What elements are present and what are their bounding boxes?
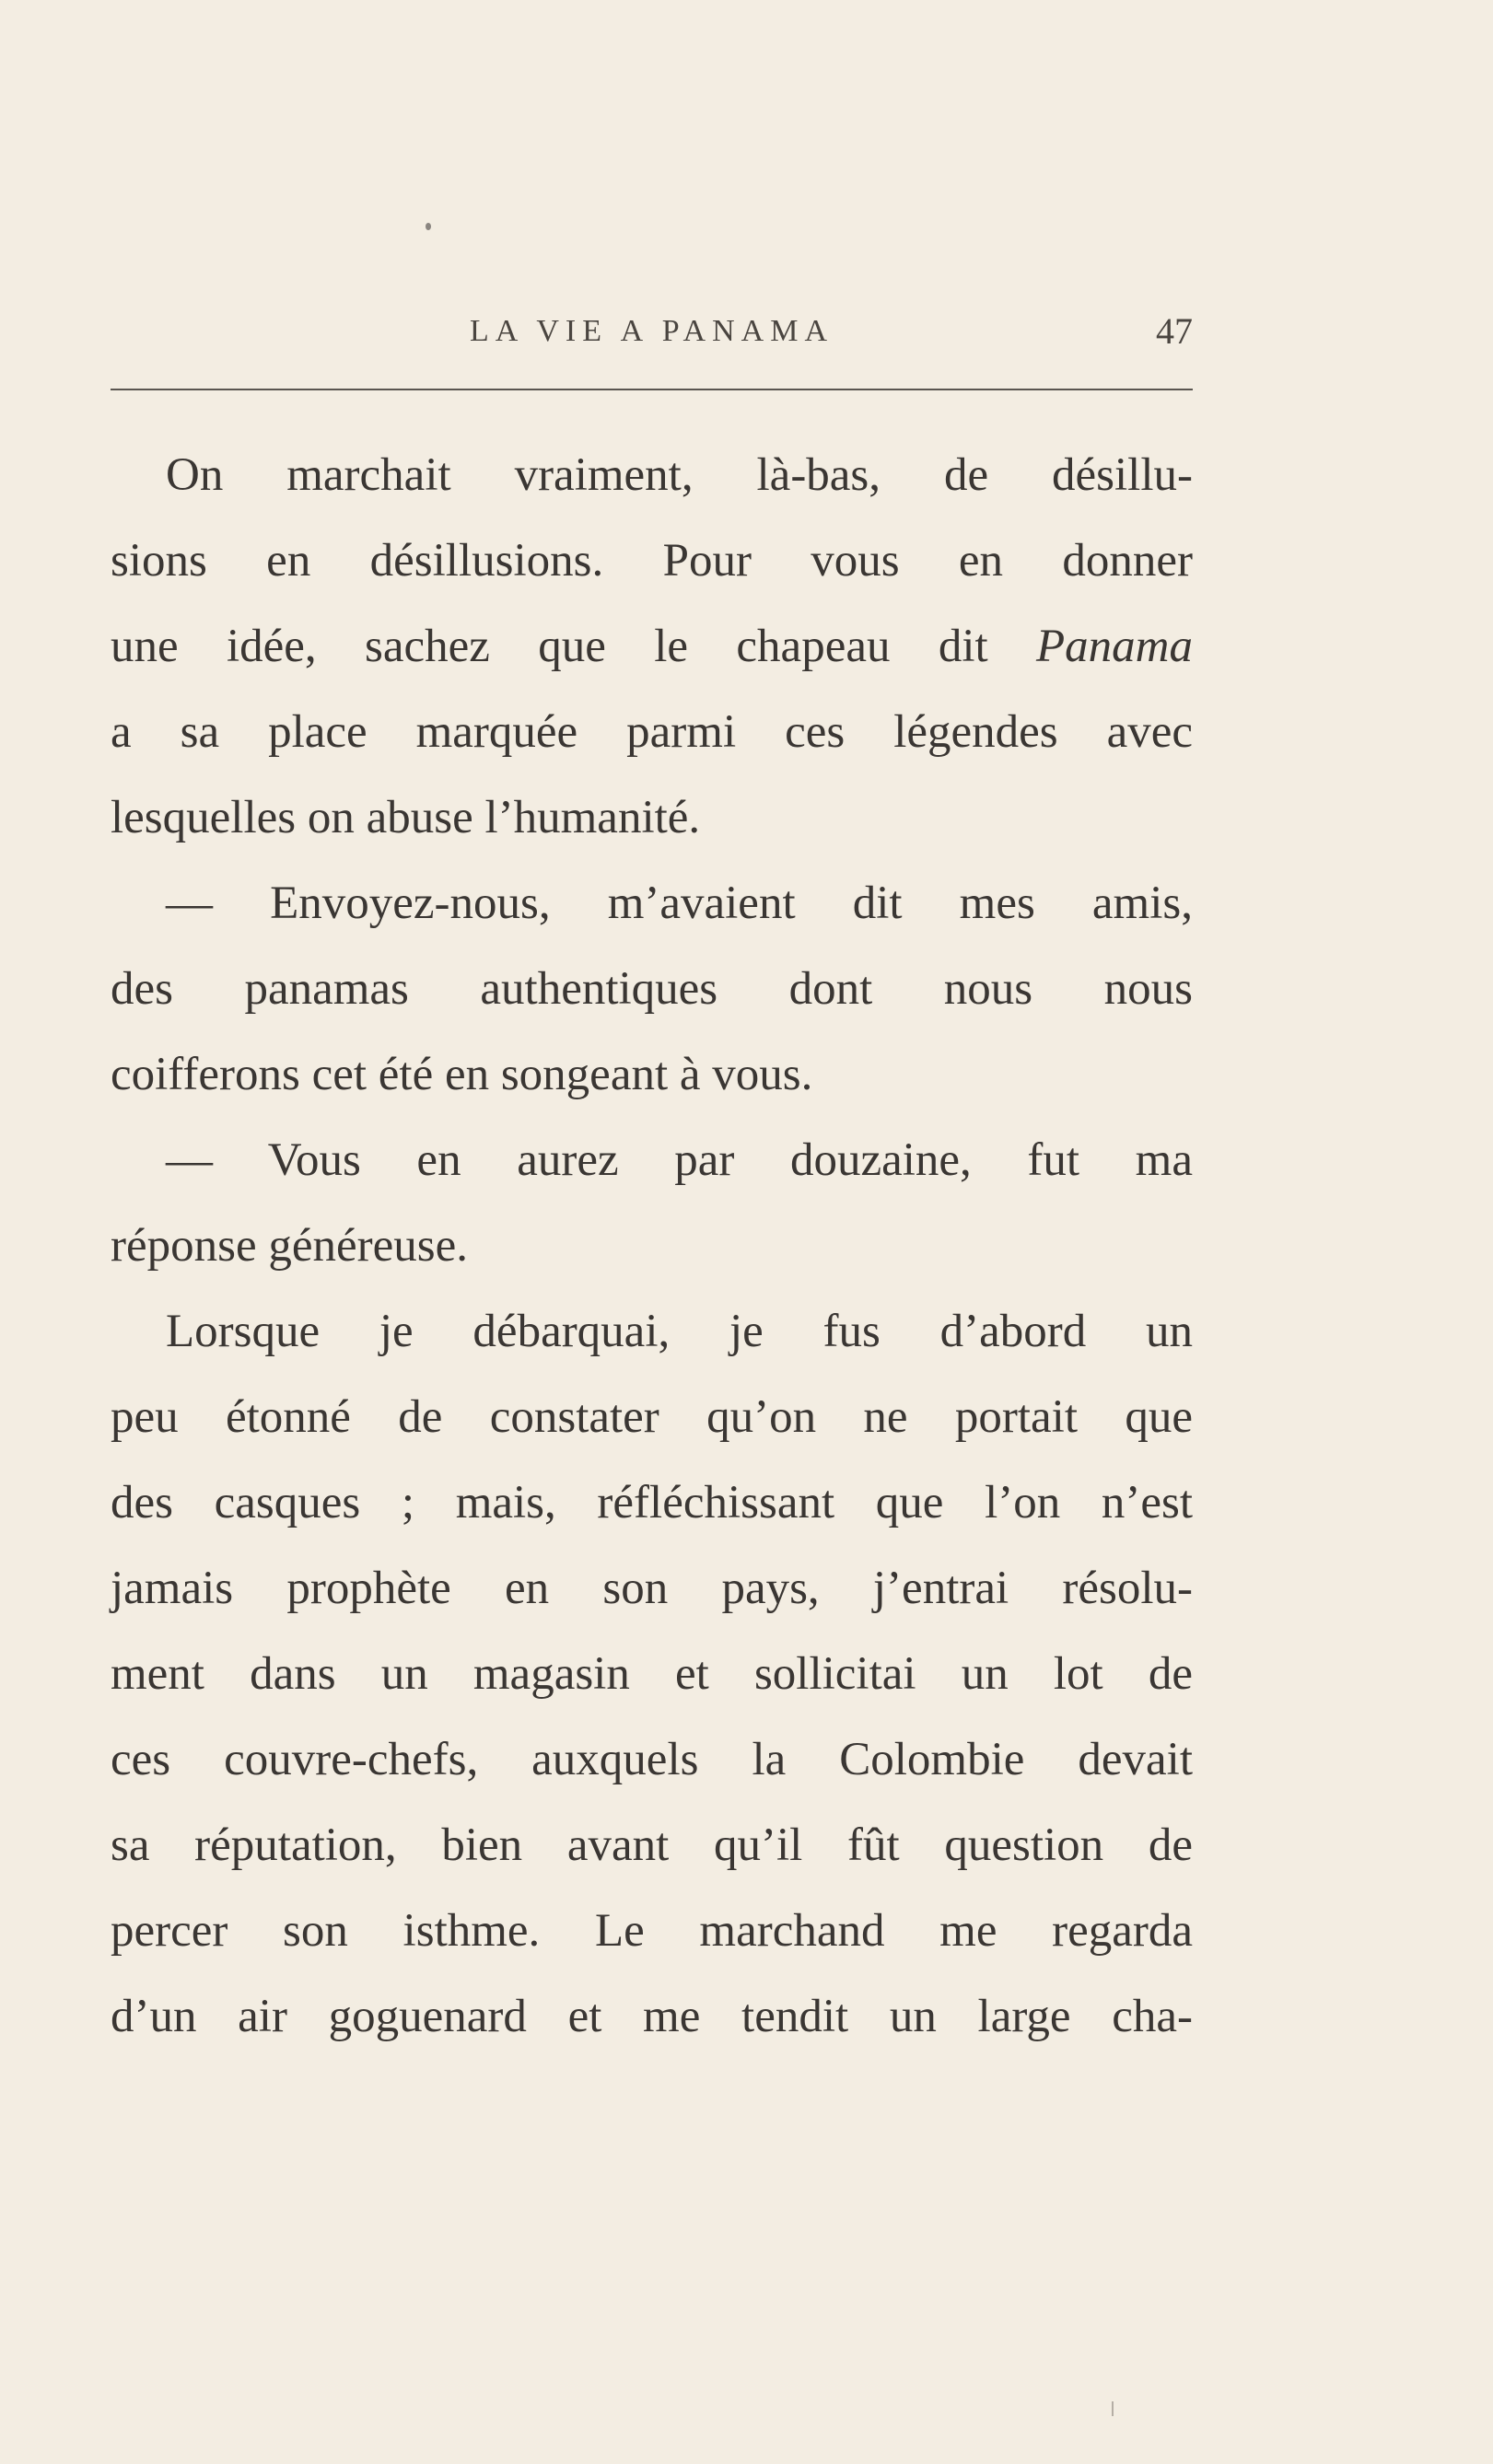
text-line: ces couvre-chefs, auxquels la Colombie devait bbox=[111, 1734, 1193, 1785]
page-header bbox=[111, 304, 1193, 359]
header-rule bbox=[111, 389, 1193, 390]
text-line: des panamas authentiques dont nous nous bbox=[111, 963, 1193, 1015]
text-line: Lorsque je débarquai, je fus d’abord un bbox=[166, 1306, 1193, 1357]
text-line: réponse généreuse. bbox=[111, 1220, 468, 1272]
text-line bbox=[111, 604, 1193, 690]
text-line: ment dans un magasin et sollicitai un lot de bbox=[111, 1648, 1193, 1700]
running-head: LA VIE A PANAMA bbox=[469, 314, 834, 348]
ink-speck bbox=[426, 223, 431, 230]
italic-word: Panama bbox=[1036, 621, 1194, 672]
text-line: — Envoyez-nous, m’avaient dit mes amis, bbox=[166, 878, 1193, 929]
text-line: jamais prophète en son pays, j’entrai résolu- bbox=[111, 1563, 1193, 1614]
text-line: lesquelles on abuse l’humanité. bbox=[111, 792, 701, 843]
paragraph-4 bbox=[111, 1289, 1193, 2060]
text-line: d’un air goguenard et me tendit un large cha- bbox=[111, 1991, 1193, 2042]
text-line: — Vous en aurez par douzaine, fut ma bbox=[166, 1134, 1193, 1186]
text-line: sa réputation, bien avant qu’il fût question de bbox=[111, 1819, 1193, 1871]
text-line: coifferons cet été en songeant à vous. bbox=[111, 1049, 813, 1100]
text-line: des casques ; mais, réfléchissant que l’on n’est bbox=[111, 1477, 1193, 1528]
text-line: peu étonné de constater qu’on ne portait que bbox=[111, 1391, 1193, 1443]
paragraph-2 bbox=[111, 861, 1193, 1118]
text-line: sions en désillusions. Pour vous en donner bbox=[111, 535, 1193, 587]
page-number: 47 bbox=[1156, 310, 1193, 352]
text-line: percer son isthme. Le marchand me regarda bbox=[111, 1905, 1193, 1957]
body-text bbox=[111, 433, 1193, 2060]
text-fragment: une idée, sachez que le chapeau dit bbox=[111, 621, 988, 672]
paragraph-3 bbox=[111, 1118, 1193, 1289]
paragraph-1 bbox=[111, 433, 1193, 861]
text-line: On marchait vraiment, là-bas, de désillu- bbox=[166, 449, 1193, 501]
text-line: a sa place marquée parmi ces légendes avec bbox=[111, 706, 1193, 758]
paper-mark bbox=[1112, 2401, 1114, 2416]
